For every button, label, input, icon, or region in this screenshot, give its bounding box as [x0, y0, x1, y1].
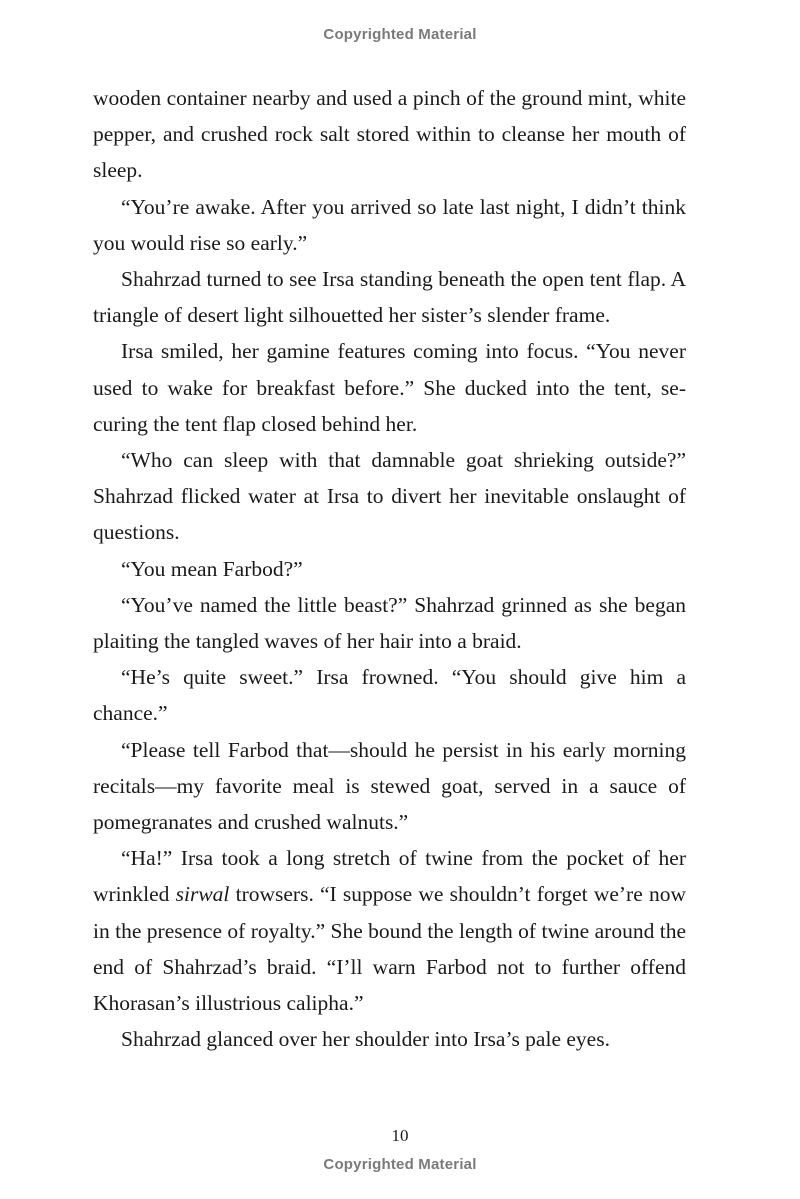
- paragraph: [93, 442, 686, 551]
- paragraph: [93, 261, 686, 333]
- paragraph-text: wooden container nearby and used a pinch of the ground mint, white pepper, and crushed rock salt stored within to cleanse her mouth of sleep.: [93, 86, 686, 183]
- paragraph: [93, 587, 686, 659]
- paragraph: [93, 80, 686, 189]
- paragraph-text: Irsa smiled, her gamine features coming into focus. “You never used to wake for breakfast before.” She ducked into the tent, securing the tent flap closed behind her.: [93, 339, 686, 436]
- paragraph: [93, 659, 686, 731]
- paragraph-text: Shahrzad turned to see Irsa standing beneath the open tent flap. A triangle of desert light silhouetted her sister’s slender frame.: [93, 267, 686, 328]
- italic-word: sirwal: [175, 882, 230, 907]
- paragraph: [93, 551, 686, 587]
- copyright-watermark-bottom: Copyrighted Material: [323, 1156, 477, 1173]
- paragraph: [93, 1021, 686, 1057]
- paragraph-text: “Who can sleep with that damnable goat shrieking outside?” Shahrzad flicked water at Irsa to divert her inevitable onslaught of questions.: [93, 448, 686, 545]
- page-body-text: [93, 80, 686, 1057]
- paragraph: [93, 732, 686, 841]
- copyright-watermark-top: Copyrighted Material: [323, 26, 477, 43]
- paragraph-text: “He’s quite sweet.” Irsa frowned. “You should give him a chance.”: [93, 665, 686, 726]
- paragraph-text: “Please tell Farbod that—should he persist in his early morning recitals—my favorite meal is stewed goat, served in a sauce of pomegranates and crushed walnuts.”: [93, 737, 686, 835]
- paragraph-text: trowsers. “I suppose we shouldn’t forget we’re now in the presence of royalty.” She bound the length of twine around the end of Shahrzad’s braid. “I’ll warn Farbod not to further offend Khorasan’s illustrious calipha.”: [93, 882, 686, 1016]
- paragraph-text: “You mean Farbod?”: [121, 556, 303, 581]
- paragraph: [93, 189, 686, 261]
- page-number: 10: [391, 1126, 409, 1145]
- paragraph-text: “You’ve named the little beast?” Shahrzad grinned as she began plaiting the tangled waves of her hair into a braid.: [93, 592, 686, 654]
- paragraph-text: “Ha!” Irsa took a long stretch of twine from the pocket of her wrinkled: [93, 846, 686, 907]
- paragraph: [93, 840, 686, 1021]
- paragraph-text: “You’re awake. After you arrived so late last night, I didn’t think you would rise so early.”: [93, 194, 686, 255]
- paragraph: [93, 333, 686, 442]
- paragraph-text: Shahrzad glanced over her shoulder into Irsa’s pale eyes.: [121, 1027, 610, 1052]
